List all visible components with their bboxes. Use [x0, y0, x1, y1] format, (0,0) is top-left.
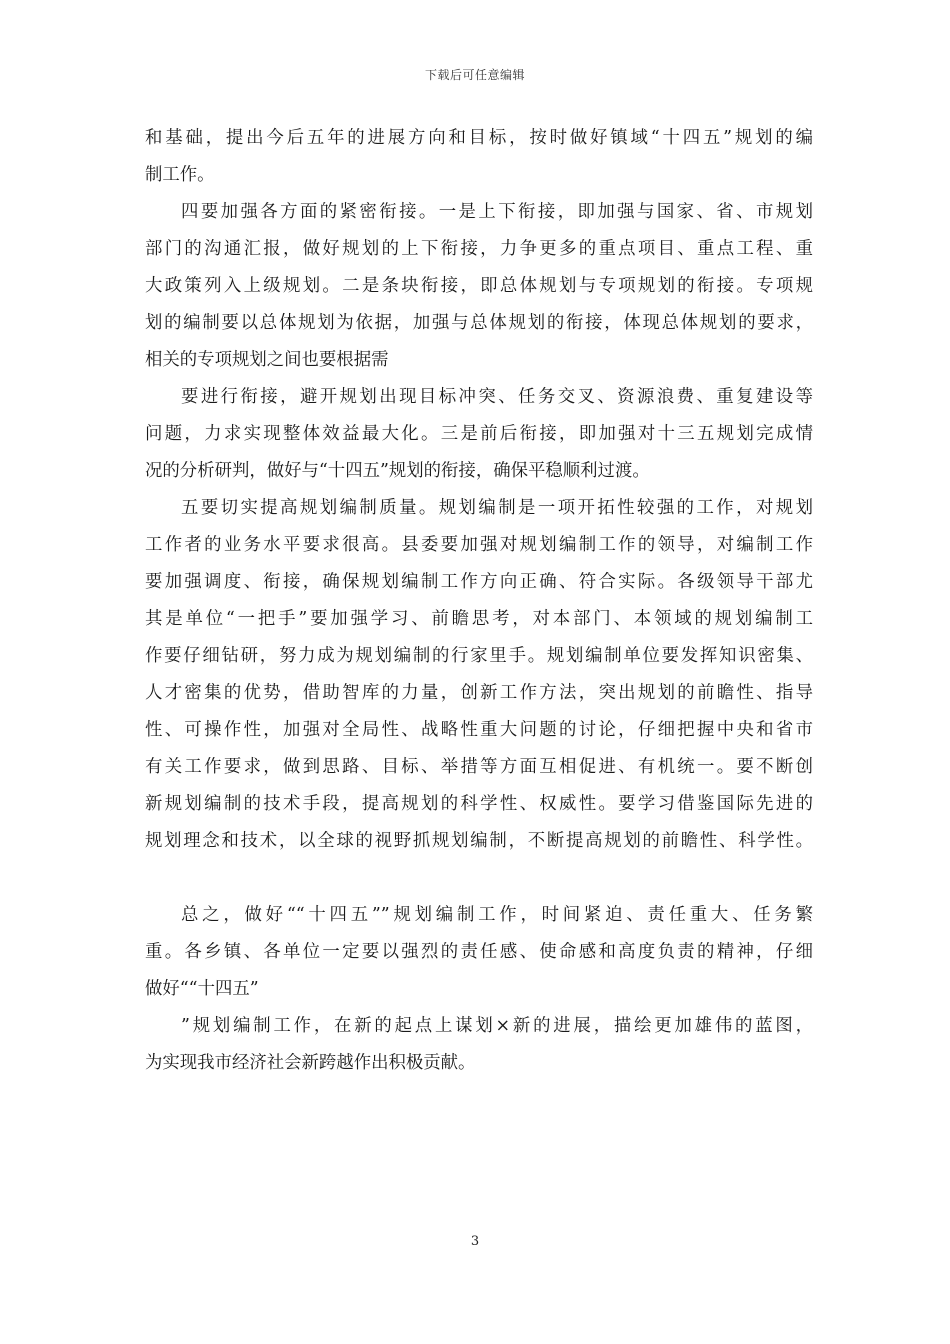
text-line: 为实现我市经济社会新跨越作出积极贡献。	[145, 1053, 476, 1073]
page-header-note: 下载后可任意编辑	[424, 68, 525, 82]
text-line: 工作者的业务水平要求很高。县委要加强对规划编制工作的领导，对编制工作	[145, 535, 813, 555]
text-line: 规划理念和技术，以全球的视野抓规划编制，不断提高规划的前瞻性、科学性。	[145, 831, 813, 851]
text-line: 五要切实提高规划编制质量。规划编制是一项开拓性较强的工作，对规划	[181, 498, 813, 518]
text-line: 重。各乡镇、各单位一定要以强烈的责任感、使命感和高度负责的精神，仔细	[145, 942, 813, 962]
text-line: 作要仔细钻研，努力成为规划编制的行家里手。规划编制单位要发挥知识密集、	[145, 646, 813, 666]
paragraph-gap	[145, 860, 813, 897]
text-line: 问题，力求实现整体效益最大化。三是前后衔接，即加强对十三五规划完成情	[145, 424, 813, 444]
text-line: ”规划编制工作，在新的起点上谋划×新的进展，描绘更加雄伟的蓝图，	[181, 1016, 813, 1036]
text-line: 四要加强各方面的紧密衔接。一是上下衔接，即加强与国家、省、市规划	[181, 202, 813, 222]
text-line: 况的分析研判，做好与“十四五”规划的衔接，确保平稳顺利过渡。	[145, 461, 650, 481]
text-line: 其是单位“一把手”要加强学习、前瞻思考，对本部门、本领域的规划编制工	[145, 609, 813, 629]
text-line: 和基础，提出今后五年的进展方向和目标，按时做好镇域“十四五”规划的编	[145, 128, 813, 148]
text-line: 大政策列入上级规划。二是条块衔接，即总体规划与专项规划的衔接。专项规	[145, 276, 813, 296]
text-line: 有关工作要求，做到思路、目标、举措等方面互相促进、有机统一。要不断创	[145, 757, 813, 777]
text-line: 部门的沟通汇报，做好规划的上下衔接，力争更多的重点项目、重点工程、重	[145, 239, 813, 259]
text-line: 要进行衔接，避开规划出现目标冲突、任务交叉、资源浪费、重复建设等	[181, 387, 813, 407]
text-line: 做好““十四五”	[145, 979, 259, 999]
text-line: 制工作。	[145, 165, 215, 185]
text-line: 人才密集的优势，借助智库的力量，创新工作方法，突出规划的前瞻性、指导	[145, 683, 813, 703]
document-body	[145, 120, 813, 1082]
text-line: 相关的专项规划之间也要根据需	[145, 350, 389, 370]
page-number: 3	[470, 1234, 480, 1249]
text-line: 要加强调度、衔接，确保规划编制工作方向正确、符合实际。各级领导干部尤	[145, 572, 813, 592]
text-line: 性、可操作性，加强对全局性、战略性重大问题的讨论，仔细把握中央和省市	[145, 720, 813, 740]
text-line: 新规划编制的技术手段，提高规划的科学性、权威性。要学习借鉴国际先进的	[145, 794, 813, 814]
text-line: 划的编制要以总体规划为依据，加强与总体规划的衔接，体现总体规划的要求，	[145, 313, 813, 333]
text-line: 总之，做好““十四五””规划编制工作，时间紧迫、责任重大、任务繁	[181, 905, 813, 925]
